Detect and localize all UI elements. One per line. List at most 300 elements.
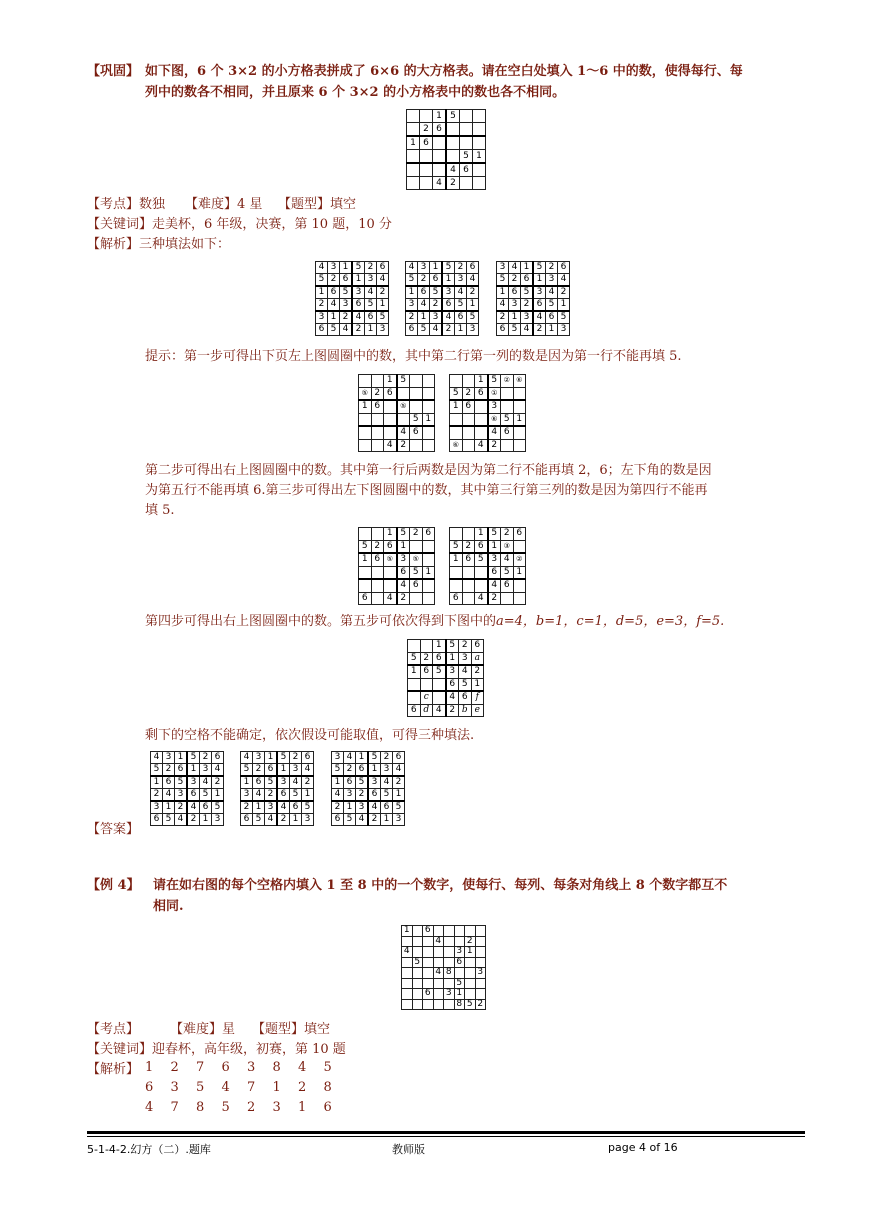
grid-row (151, 801, 224, 814)
grid-cell (454, 968, 465, 979)
grid-cell (446, 123, 460, 137)
grid-cell (460, 177, 473, 190)
grid-cell: 3 (393, 814, 405, 826)
grid-cell (473, 110, 486, 123)
grid-cell: 1 (365, 324, 377, 336)
grid-cell: 2 (406, 311, 418, 324)
grid-cell: 6 (290, 801, 302, 814)
grid-cell: 4 (212, 764, 224, 777)
grid-cell: 3 (521, 311, 534, 324)
grid-cell (420, 150, 433, 164)
grid-cell: 1 (368, 764, 381, 777)
grid-cell: 5 (501, 413, 514, 426)
grid-cell: 4 (402, 947, 413, 958)
grid-cell: 6 (277, 789, 290, 802)
grid-cell: 6 (475, 540, 488, 553)
grid-cell (462, 592, 475, 605)
grid-table (407, 639, 484, 717)
grid-row (359, 426, 435, 439)
solution-grid-1 (315, 261, 389, 336)
grid-cell: 6 (393, 752, 405, 764)
grid-cell (397, 387, 410, 400)
grid-cell: 1 (151, 776, 163, 789)
grid-row (407, 177, 486, 190)
grid-row (450, 553, 526, 566)
grid-cell: 2 (212, 776, 224, 789)
grid-row (450, 413, 526, 426)
tixing-1: 【题型】填空 (278, 197, 357, 212)
grid-cell (384, 566, 397, 579)
grid-cell (412, 936, 423, 947)
grid-cell: 3 (406, 299, 418, 312)
grid-cell (384, 426, 397, 439)
answer-digit: 6 (323, 1100, 332, 1115)
grid-cell: 5 (465, 999, 476, 1010)
grid-cell: 1 (397, 540, 410, 553)
grid-cell: 2 (442, 324, 455, 336)
grid-table (240, 751, 314, 826)
grid-cell: 6 (471, 640, 484, 653)
grid-cell: 6 (459, 691, 472, 704)
grid-cell (450, 528, 463, 541)
grid-row (408, 665, 484, 678)
grid-row (359, 400, 435, 413)
grid-cell: ② (513, 553, 526, 566)
grid-cell: 6 (200, 801, 212, 814)
grid-cell (450, 579, 463, 592)
grid-cell: 6 (340, 274, 353, 287)
grid-cell: 4 (488, 426, 501, 439)
grid-cell: 1 (402, 926, 413, 937)
answer-digit: 7 (196, 1060, 205, 1075)
grid-cell (454, 926, 465, 937)
grid-cell (465, 989, 476, 1000)
grid-cell (462, 579, 475, 592)
grid-cell (450, 375, 463, 388)
grid-cell: 6 (356, 764, 369, 777)
grid-cell (407, 110, 420, 123)
grid-cell: 1 (521, 262, 534, 274)
grid-cell (475, 926, 486, 937)
hint-step4 (145, 612, 724, 632)
grid-cell: 6 (533, 299, 546, 312)
grid-row (359, 553, 435, 566)
grid-row (450, 528, 526, 541)
grid-cell (473, 123, 486, 137)
grid-cell (422, 375, 435, 388)
grid-cell (433, 691, 446, 704)
grid-cell: 3 (175, 789, 188, 802)
grid-cell (420, 177, 433, 190)
grid-cell (412, 968, 423, 979)
grid-cell: 6 (430, 274, 443, 287)
grid-cell: 1 (430, 262, 443, 274)
grid-table (150, 751, 224, 826)
grid-cell: 4 (475, 439, 488, 452)
grid-row (332, 776, 405, 789)
grid-cell: 1 (316, 286, 328, 299)
grid-cell: a (471, 652, 484, 665)
grid-cell: 1 (465, 947, 476, 958)
grid-table (358, 527, 435, 605)
grid-cell (420, 678, 433, 691)
grid-row (406, 311, 479, 324)
grid-cell: 2 (410, 528, 423, 541)
grid-cell: 5 (467, 311, 479, 324)
grid-table (401, 925, 486, 1010)
step1-grid-right (449, 374, 526, 452)
grid-cell (422, 426, 435, 439)
grid-cell: 4 (433, 704, 446, 717)
grid-cell (371, 592, 384, 605)
grid-cell: 3 (151, 801, 163, 814)
grid-cell: 2 (163, 764, 175, 777)
grid-cell: 6 (151, 814, 163, 826)
grid-row (497, 324, 570, 336)
grid-cell: 4 (397, 426, 410, 439)
grid-cell: 6 (365, 311, 377, 324)
grid-cell: 2 (488, 439, 501, 452)
grid-cell: 3 (377, 324, 389, 336)
footer-right: page 4 of 16 (608, 1141, 678, 1154)
grid-row (241, 801, 314, 814)
grid-cell: 5 (340, 286, 353, 299)
grid-cell: 4 (265, 814, 278, 826)
grid-cell (475, 989, 486, 1000)
grid-cell: 3 (444, 989, 455, 1000)
grid-row (406, 262, 479, 274)
grid-cell: 5 (359, 540, 372, 553)
grid-cell: 6 (446, 678, 459, 691)
grid-row (450, 387, 526, 400)
grid-cell: 3 (454, 947, 465, 958)
grid-row (408, 678, 484, 691)
grid-table (406, 109, 486, 190)
li4-text-line2: 相同. (153, 899, 184, 914)
grid-cell (444, 936, 455, 947)
grid-cell: 4 (446, 691, 459, 704)
grid-cell (407, 163, 420, 177)
grid-cell: 1 (328, 311, 340, 324)
grid-row (151, 752, 224, 764)
grid-table (405, 261, 479, 336)
grid-cell: 3 (200, 764, 212, 777)
grid-cell (465, 968, 476, 979)
grid-cell (384, 400, 397, 413)
grid-cell: 8 (444, 968, 455, 979)
grid-cell: 6 (332, 814, 344, 826)
grid-cell: 6 (442, 299, 455, 312)
grid-row (402, 968, 486, 979)
grid-cell: 5 (377, 311, 389, 324)
grid-cell: 4 (497, 299, 509, 312)
solution-grid-2 (405, 261, 479, 336)
answer-grid-2 (240, 751, 314, 826)
answer-digit: 3 (247, 1060, 256, 1075)
grid-cell: 1 (433, 640, 446, 653)
grid-cell: 5 (558, 311, 570, 324)
grid-cell: 3 (368, 776, 381, 789)
grid-cell (473, 177, 486, 190)
grid-cell: ⑥ (513, 375, 526, 388)
grid-row (241, 776, 314, 789)
grid-cell: 5 (454, 978, 465, 989)
gonggu-puzzle-grid (406, 109, 486, 190)
grid-cell: 1 (241, 776, 253, 789)
grid-cell (501, 592, 514, 605)
grid-row (408, 640, 484, 653)
grid-cell: 5 (397, 375, 410, 388)
guanjianci-1: 【关键词】走美杯，6 年级，决赛，第 10 题，10 分 (87, 217, 392, 232)
grid-cell (410, 540, 423, 553)
grid-cell: ⑥ (488, 413, 501, 426)
grid-cell: 5 (488, 375, 501, 388)
grid-table (449, 527, 526, 605)
grid-cell: 5 (397, 528, 410, 541)
grid-cell: 1 (265, 752, 278, 764)
grid-cell (384, 413, 397, 426)
grid-cell (462, 439, 475, 452)
grid-cell (462, 566, 475, 579)
grid-cell: 1 (340, 262, 353, 274)
grid-cell: 5 (302, 801, 314, 814)
grid-row (359, 375, 435, 388)
grid-cell: 3 (459, 652, 472, 665)
grid-cell: 3 (418, 262, 430, 274)
grid-cell (475, 566, 488, 579)
grid-cell: 2 (397, 439, 410, 452)
grid-row (407, 136, 486, 150)
grid-cell (371, 566, 384, 579)
grid-cell: 1 (408, 665, 421, 678)
grid-row (406, 286, 479, 299)
grid-row (402, 957, 486, 968)
grid-cell: 4 (397, 579, 410, 592)
grid-cell: 5 (352, 262, 365, 274)
grid-row (359, 566, 435, 579)
grid-cell (359, 528, 372, 541)
grid-cell (475, 957, 486, 968)
grid-row (359, 528, 435, 541)
grid-cell: 5 (381, 789, 393, 802)
grid-cell: 6 (344, 776, 356, 789)
kaodian-2: 【考点】 (87, 1022, 140, 1037)
grid-cell: 5 (418, 324, 430, 336)
grid-cell: 3 (163, 752, 175, 764)
grid-cell: 1 (332, 776, 344, 789)
grid-cell: 1 (454, 989, 465, 1000)
grid-cell: d (420, 704, 433, 717)
grid-cell (475, 413, 488, 426)
grid-cell: 5 (442, 262, 455, 274)
grid-cell (412, 999, 423, 1010)
grid-cell: 5 (332, 764, 344, 777)
grid-cell (423, 936, 434, 947)
answer-digit: 3 (272, 1100, 281, 1115)
grid-cell: 1 (455, 324, 467, 336)
grid-cell: 2 (430, 299, 443, 312)
grid-cell (410, 400, 423, 413)
grid-row (241, 752, 314, 764)
grid-cell (402, 957, 413, 968)
grid-cell (408, 691, 421, 704)
grid-row (332, 764, 405, 777)
grid-cell: 1 (422, 566, 435, 579)
grid-cell: 2 (365, 262, 377, 274)
grid-row (450, 579, 526, 592)
footer-rule-thin (87, 1136, 805, 1137)
grid-cell: 6 (328, 286, 340, 299)
grid-cell: 4 (459, 665, 472, 678)
answer-digit: 1 (272, 1080, 281, 1095)
grid-cell (407, 150, 420, 164)
grid-cell (475, 579, 488, 592)
grid-cell: 3 (497, 262, 509, 274)
grid-row (151, 776, 224, 789)
grid-cell (501, 387, 514, 400)
grid-cell: 3 (475, 968, 486, 979)
grid-cell: 1 (509, 311, 521, 324)
grid-cell: 6 (187, 789, 200, 802)
nandu-1: 【难度】4 星 (185, 197, 263, 212)
grid-cell: 2 (151, 789, 163, 802)
grid-cell: 2 (368, 814, 381, 826)
jiexi-1: 【解析】三种填法如下： (87, 237, 231, 252)
grid-cell: 3 (328, 262, 340, 274)
grid-row (241, 789, 314, 802)
grid-cell (422, 553, 435, 566)
grid-row (450, 375, 526, 388)
grid-cell: 4 (340, 324, 353, 336)
grid-cell: 6 (497, 324, 509, 336)
grid-cell (513, 439, 526, 452)
grid-cell (408, 678, 421, 691)
grid-row (450, 540, 526, 553)
grid-cell (450, 426, 463, 439)
grid-cell (513, 579, 526, 592)
nandu-2: 【难度】星 (170, 1022, 236, 1037)
grid-cell: 5 (410, 413, 423, 426)
grid-cell: 6 (384, 540, 397, 553)
grid-cell (475, 978, 486, 989)
grid-cell (423, 999, 434, 1010)
answer-digit: 2 (298, 1080, 307, 1095)
grid-cell: ⑥ (450, 439, 463, 452)
grid-cell: 4 (163, 789, 175, 802)
grid-cell (423, 957, 434, 968)
grid-cell: 3 (352, 286, 365, 299)
grid-cell (462, 413, 475, 426)
grid-cell (422, 540, 435, 553)
grid-cell (433, 957, 444, 968)
grid-cell: 3 (381, 764, 393, 777)
grid-cell: 3 (446, 665, 459, 678)
grid-cell: 5 (455, 299, 467, 312)
grid-cell: 6 (488, 566, 501, 579)
grid-cell (450, 413, 463, 426)
grid-cell: 6 (467, 262, 479, 274)
grid-row (316, 311, 389, 324)
grid-cell: 6 (454, 957, 465, 968)
grid-cell (444, 999, 455, 1010)
grid-cell: 4 (384, 439, 397, 452)
grid-cell: 6 (397, 566, 410, 579)
grid-row (402, 926, 486, 937)
grid-cell (501, 400, 514, 413)
grid-cell (422, 579, 435, 592)
grid-cell (513, 592, 526, 605)
grid-cell: 6 (212, 752, 224, 764)
answer-row (145, 1100, 349, 1115)
grid-cell: 4 (442, 311, 455, 324)
grid-cell: 1 (352, 274, 365, 287)
grid-row (497, 299, 570, 312)
grid-row (359, 387, 435, 400)
grid-cell: ③ (501, 540, 514, 553)
grid-cell: 3 (558, 324, 570, 336)
grid-cell: 1 (513, 413, 526, 426)
grid-cell: 5 (316, 274, 328, 287)
grid-cell: 4 (455, 286, 467, 299)
grid-cell (410, 375, 423, 388)
grid-cell: 3 (277, 776, 290, 789)
grid-cell: 4 (381, 776, 393, 789)
answer-digit: 5 (196, 1080, 205, 1095)
grid-cell (410, 592, 423, 605)
grid-cell: 5 (393, 801, 405, 814)
grid-cell (371, 426, 384, 439)
grid-row (406, 274, 479, 287)
grid-cell: 3 (356, 801, 369, 814)
hint-step1: 提示：第一步可得出下页左上图圆圈中的数，其中第二行第一列的数是因为第一行不能再填 5. (145, 349, 682, 364)
grid-row (359, 592, 435, 605)
grid-cell (422, 439, 435, 452)
grid-cell: 6 (163, 776, 175, 789)
grid-cell (446, 136, 460, 150)
grid-cell: 2 (471, 665, 484, 678)
grid-cell: 4 (418, 299, 430, 312)
grid-cell: 1 (200, 814, 212, 826)
grid-cell: 1 (356, 752, 369, 764)
grid-cell: 4 (241, 752, 253, 764)
grid-cell: 6 (175, 764, 188, 777)
grid-cell: 2 (302, 776, 314, 789)
grid-cell: 4 (175, 814, 188, 826)
grid-cell (412, 989, 423, 1000)
grid-cell (433, 163, 447, 177)
grid-cell (446, 150, 460, 164)
grid-cell: 6 (460, 163, 473, 177)
grid-cell: 6 (433, 652, 446, 665)
grid-cell: 1 (277, 764, 290, 777)
hint-step2-line3: 填 5. (145, 503, 175, 518)
grid-cell: 2 (475, 999, 486, 1010)
grid-cell (371, 528, 384, 541)
grid-cell (359, 439, 372, 452)
grid-cell (359, 426, 372, 439)
answer-digit: 2 (170, 1060, 179, 1075)
grid-cell: 6 (410, 579, 423, 592)
grid-cell (407, 177, 420, 190)
grid-cell (501, 439, 514, 452)
grid-cell (465, 978, 476, 989)
grid-cell: 5 (406, 274, 418, 287)
grid-cell (408, 640, 421, 653)
grid-cell: 3 (488, 400, 501, 413)
grid-cell: 2 (393, 776, 405, 789)
grid-cell (513, 387, 526, 400)
grid-cell (359, 375, 372, 388)
